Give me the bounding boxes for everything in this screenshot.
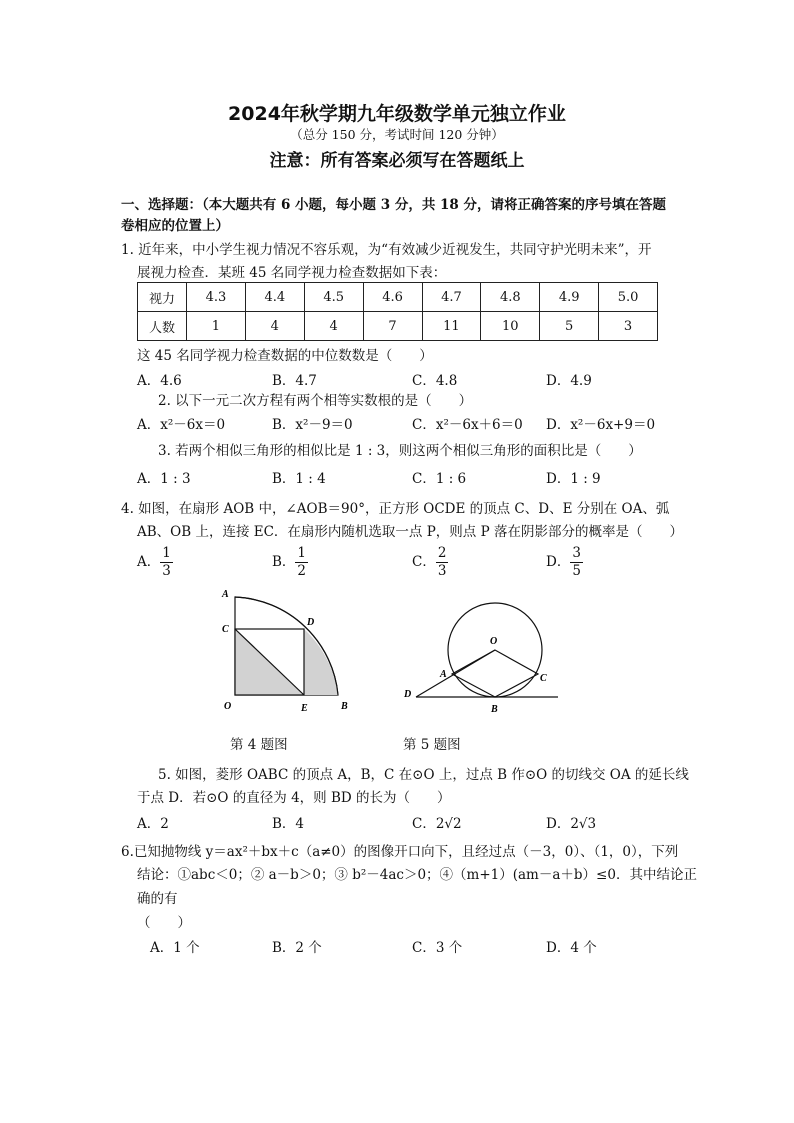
vision-table xyxy=(137,282,658,341)
numerator: 1 xyxy=(297,545,307,561)
q4-option-b xyxy=(272,545,308,580)
q3-option-a: A．1 : 3 xyxy=(137,471,191,487)
q4-stem-cont: AB、OB 上，连接 EC．在扇形内随机选取一点 P，则点 P 落在阴影部分的概率是（ ） xyxy=(137,524,683,540)
label-c: C xyxy=(222,624,229,635)
q4-option-c xyxy=(412,545,448,580)
row-header-count: 人数 xyxy=(138,312,187,341)
fraction xyxy=(295,545,308,580)
rhombus-oabc xyxy=(452,650,538,697)
q2-option-c: C．x²－6x＋6＝0 xyxy=(412,417,523,433)
section-heading-cont: 卷相应的位置上） xyxy=(121,218,229,234)
denominator: 3 xyxy=(162,563,171,579)
label-b: B xyxy=(341,701,348,712)
q6-stem-end: 确的有 xyxy=(137,891,178,907)
label-e: E xyxy=(301,703,308,714)
figure-5 xyxy=(398,598,563,718)
table-cell: 7 xyxy=(363,312,422,341)
label-o: O xyxy=(490,636,498,647)
q6-answer-paren: （ ） xyxy=(137,915,191,931)
shaded-arc-region xyxy=(304,629,338,695)
table-cell: 4.7 xyxy=(422,283,481,312)
q5-option-a: A．2 xyxy=(137,816,169,832)
exam-info: （总分 150 分，考试时间 120 分钟） xyxy=(290,127,504,142)
table-row xyxy=(138,312,658,341)
table-cell: 1 xyxy=(187,312,246,341)
table-cell: 11 xyxy=(422,312,481,341)
table-cell: 4 xyxy=(245,312,304,341)
q1-stem-cont: 展视力检查．某班 45 名同学视力检查数据如下表： xyxy=(137,265,447,281)
q1-option-b: B．4.7 xyxy=(272,373,317,389)
q4-option-a xyxy=(137,545,173,580)
numerator: 2 xyxy=(437,545,447,561)
table-cell: 10 xyxy=(481,312,540,341)
q3-option-b: B．1 : 4 xyxy=(272,471,326,487)
section-heading: 一、选择题：（本大题共有 6 小题，每小题 3 分，共 18 分，请将正确答案的序号填在答题 xyxy=(121,197,667,213)
label-a: A xyxy=(440,669,447,680)
label-d: D xyxy=(307,617,315,628)
page-title: 2024年秋学期九年级数学单元独立作业 xyxy=(228,103,566,125)
q4-option-d xyxy=(546,545,583,580)
figure-4 xyxy=(215,585,355,715)
q6-stem: 6.已知抛物线 y＝ax²＋bx＋c（a≠0）的图像开口向下，且经过点（－3，0）、（1，0），下列 xyxy=(121,844,679,860)
label-c: C xyxy=(540,673,547,684)
table-cell: 4.3 xyxy=(187,283,246,312)
option-letter: B． xyxy=(272,554,296,570)
fraction xyxy=(570,545,583,580)
label-d: D xyxy=(404,689,412,700)
table-cell: 4.9 xyxy=(540,283,599,312)
fraction xyxy=(160,545,173,580)
q2-option-b: B．x²－9＝0 xyxy=(272,417,353,433)
denominator: 3 xyxy=(437,563,447,579)
q5-option-c: C．2√2 xyxy=(412,816,462,832)
label-o: O xyxy=(224,701,232,712)
q4-stem: 4. 如图，在扇形 AOB 中，∠AOB＝90°，正方形 OCDE 的顶点 C、D、E 分别在 OA、弧 xyxy=(121,501,670,517)
q1-option-d: D．4.9 xyxy=(546,373,592,389)
q5-stem-cont: 于点 D．若⊙O 的直径为 4，则 BD 的长为（ ） xyxy=(137,790,451,806)
figure-4-caption: 第 4 题图 xyxy=(230,737,288,753)
table-cell: 3 xyxy=(599,312,658,341)
table-cell: 4.4 xyxy=(245,283,304,312)
label-a: A xyxy=(222,589,229,600)
q3-option-d: D．1 : 9 xyxy=(546,471,601,487)
q2-stem: 2. 以下一元二次方程有两个相等实数根的是（ ） xyxy=(158,393,473,409)
q5-stem: 5. 如图，菱形 OABC 的顶点 A，B，C 在⊙O 上，过点 B 作⊙O 的切线交 OA 的延长线 xyxy=(158,767,689,783)
q2-option-d: D．x²－6x+9＝0 xyxy=(546,417,656,433)
fraction xyxy=(436,545,449,580)
q6-option-a: A．1 个 xyxy=(150,940,200,956)
row-header-vision: 视力 xyxy=(138,283,187,312)
label-b: B xyxy=(491,704,498,715)
q2-option-a: A．x²－6x＝0 xyxy=(137,417,226,433)
q5-option-d: D．2√3 xyxy=(546,816,597,832)
option-letter: D． xyxy=(546,554,571,570)
table-cell: 5 xyxy=(540,312,599,341)
option-letter: C． xyxy=(412,554,436,570)
q5-option-b: B．4 xyxy=(272,816,305,832)
q1-option-c: C．4.8 xyxy=(412,373,458,389)
table-cell: 5.0 xyxy=(599,283,658,312)
q1-stem: 1. 近年来，中小学生视力情况不容乐观，为“有效减少近视发生，共同守护光明未来”，开 xyxy=(121,242,652,258)
q1-question: 这 45 名同学视力检查数据的中位数数是（ ） xyxy=(137,348,433,364)
q6-option-d: D．4 个 xyxy=(546,940,597,956)
q6-option-c: C．3 个 xyxy=(412,940,463,956)
numerator: 1 xyxy=(162,545,171,561)
q6-option-b: B．2 个 xyxy=(272,940,322,956)
denominator: 2 xyxy=(297,563,307,579)
figure-5-caption: 第 5 题图 xyxy=(403,737,461,753)
numerator: 3 xyxy=(572,545,581,561)
table-row xyxy=(138,283,658,312)
table-cell: 4.8 xyxy=(481,283,540,312)
q3-stem: 3. 若两个相似三角形的相似比是 1 : 3，则这两个相似三角形的面积比是（ ） xyxy=(158,443,642,459)
notice: 注意：所有答案必须写在答题纸上 xyxy=(269,151,525,171)
q3-option-c: C．1 : 6 xyxy=(412,471,467,487)
q6-stem-cont: 结论：①abc＜0；② a－b＞0；③ b²－4ac＞0；④（m+1）(am－a＋b）≤0．其中结论正 xyxy=(137,867,697,883)
table-cell: 4 xyxy=(304,312,363,341)
table-cell: 4.6 xyxy=(363,283,422,312)
option-letter: A． xyxy=(137,554,161,570)
table-cell: 4.5 xyxy=(304,283,363,312)
q1-option-a: A．4.6 xyxy=(137,373,182,389)
denominator: 5 xyxy=(572,563,581,579)
